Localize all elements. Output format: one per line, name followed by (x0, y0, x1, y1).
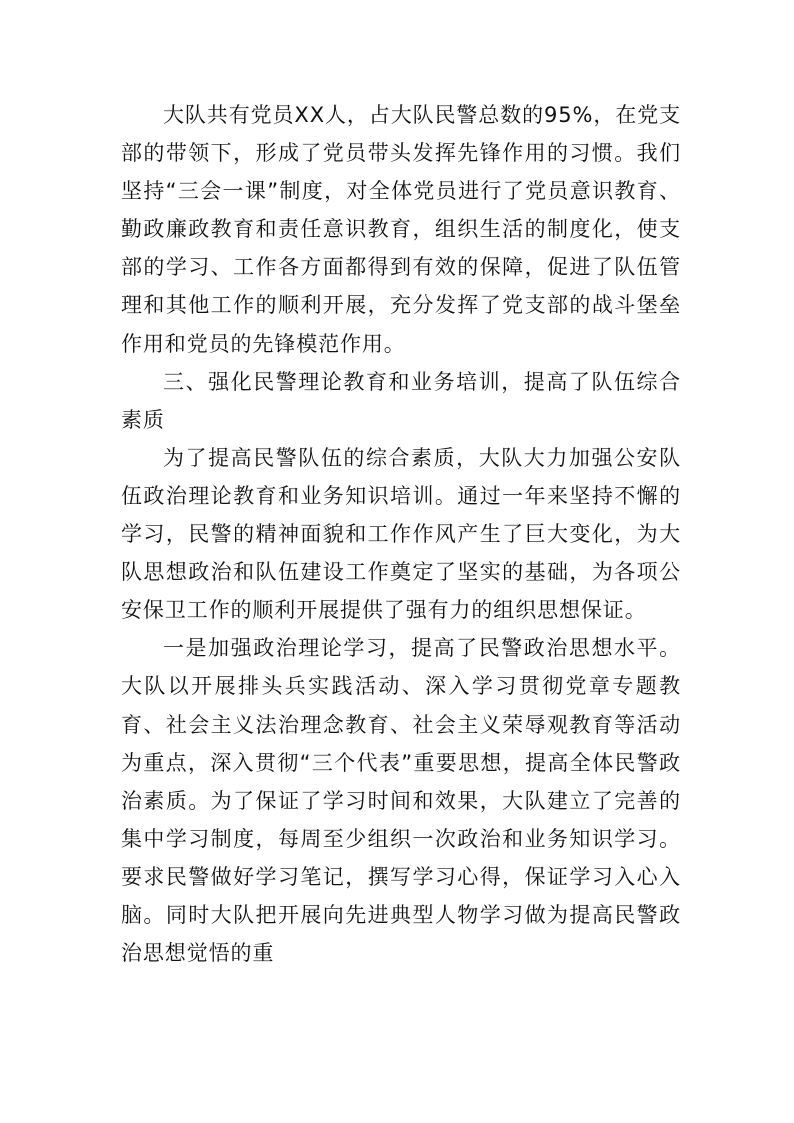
section-heading-three: 三、强化民警理论教育和业务培训，提高了队伍综合素质 (121, 369, 681, 432)
paragraph-party-members: 大队共有党员XX人，占大队民警总数的95%，在党支部的带领下，形成了党员带头发挥先锋作用的习惯。我们坚持“三会一课”制度，对全体党员进行了党员意识教育、勤政廉政教育和责任意识教育，组织生活的制度化，使支部的学习、工作各方面都得到有效的保障，促进了队伍管理和其他工作的顺利开展，充分发挥了党支部的战斗堡垒作用和党员的先锋模范作用。 (121, 103, 681, 356)
document-body (121, 96, 681, 972)
paragraph-training-overview: 为了提高民警队伍的综合素质，大队大力加强公安队伍政治理论教育和业务知识培训。通过一年来坚持不懈的学习，民警的精神面貌和工作作风产生了巨大变化，为大队思想政治和队伍建设工作奠定了坚实的基础，为各项公安保卫工作的顺利开展提供了强有力的组织思想保证。 (121, 445, 681, 623)
paragraph-political-study: 一是加强政治理论学习，提高了民警政治思想水平。大队以开展排头兵实践活动、深入学习贯彻党章专题教育、社会主义法治理念教育、社会主义荣辱观教育等活动为重点，深入贯彻“三个代表”重要思想，提高全体民警政治素质。为了保证了学习时间和效果，大队建立了完善的集中学习制度，每周至少组织一次政治和业务知识学习。要求民警做好学习笔记，撰写学习心得，保证学习入心入脑。同时大队把开展向先进典型人物学习做为提高民警政治思想觉悟的重 (121, 636, 681, 966)
